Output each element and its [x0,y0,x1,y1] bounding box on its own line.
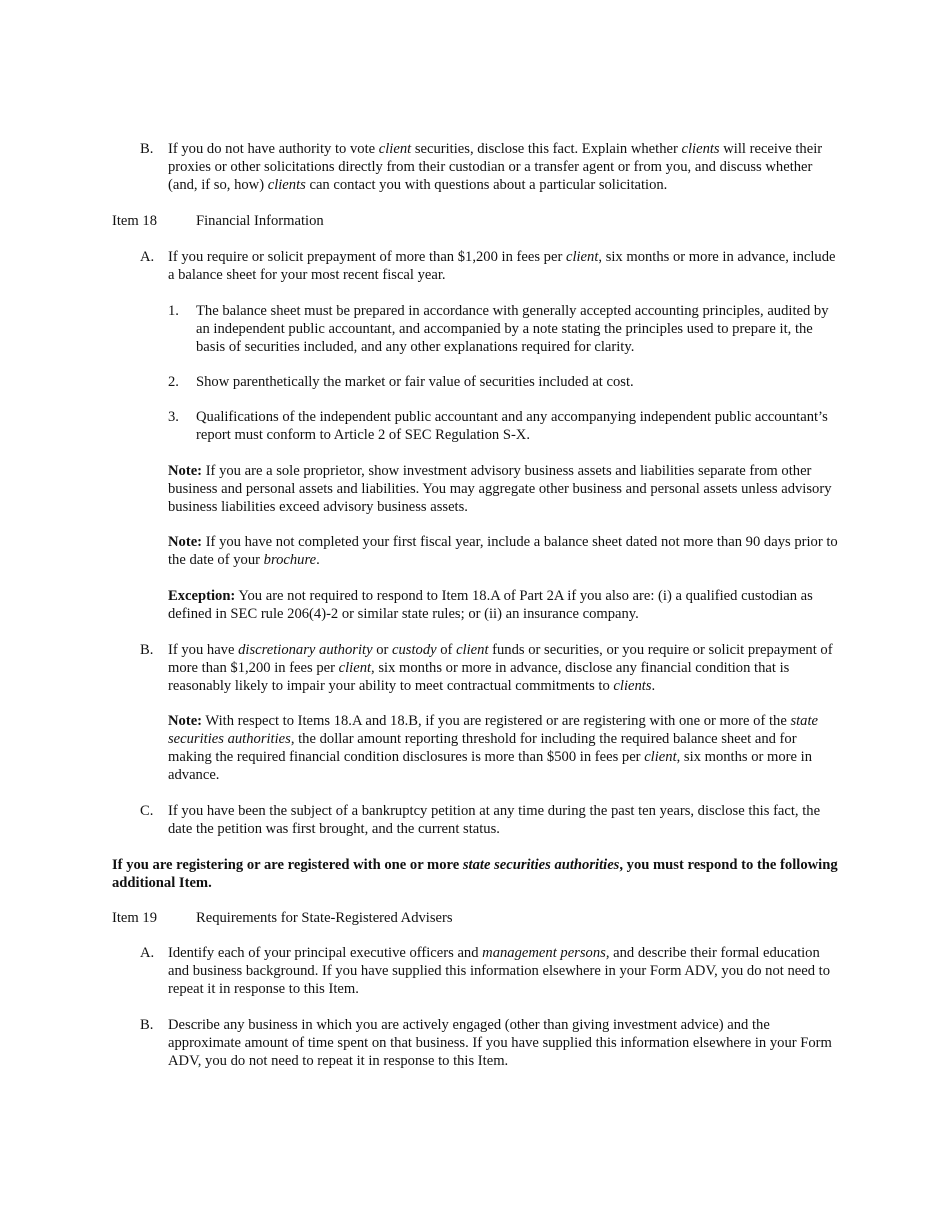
note-sole-proprietor: Note: If you are a sole proprietor, show investment advisory business assets and liabilities separate from other business and personal assets and liabilities. You may aggregate other business and personal assets unless advisory business liabilities exceed advisory business assets. [168,463,832,515]
item19-b-label: B. [140,1017,154,1033]
exception-note: Exception: You are not required to respond to Item 18.A of Part 2A if you also are: (i) a qualified custodian as defined in SEC rule 206(4)-2 or similar state rules; or (ii) an insurance company. [168,588,813,622]
item19-b-text: Describe any business in which you are actively engaged (other than giving investment advice) and the approximate amount of time spent on that business. If you have supplied this information elsewhere in your Form ADV, you do not need to repeat it in response to this Item. [168,1017,832,1069]
item18-a2-label: 2. [168,374,179,390]
item18-a-label: A. [140,249,155,265]
item18-a-text: If you require or solicit prepayment of more than $1,200 in fees per client, six months or more in advance, include a balance sheet for your most recent fiscal year. [168,249,836,283]
item18-b-text: If you have discretionary authority or custody of client funds or securities, or you require or solicit prepayment of more than $1,200 in fees per client, six months or more in advance, disclose any financial condition that is reasonably likely to impair your ability to meet contractual commitments to clients. [168,642,833,694]
state-registered-notice: If you are registering or are registered with one or more state securities authorities, you must respond to the following additional Item. [112,857,838,891]
item18-c-label: C. [140,803,154,819]
item19-a-label: A. [140,945,155,961]
item17-b-label: B. [140,141,154,157]
item-19-number: Item 19 [112,910,157,926]
item18-a2-text: Show parenthetically the market or fair value of securities included at cost. [196,374,634,390]
note-state-threshold: Note: With respect to Items 18.A and 18.B, if you are registered or are registering with one or more of the state securities authorities, the dollar amount reporting threshold for including the required balance sheet and for making the required financial condition disclosures is more than $500 in fees per client, six months or more in advance. [168,713,819,783]
item18-c-text: If you have been the subject of a bankruptcy petition at any time during the past ten years, disclose this fact, the date the petition was first brought, and the current status. [168,803,821,837]
item-18-number: Item 18 [112,213,157,229]
item18-a1-label: 1. [168,303,179,319]
item18-b-label: B. [140,642,154,658]
item19-a-text: Identify each of your principal executive officers and management persons, and describe their formal education and business background. If you have supplied this information elsewhere in your Form ADV, you do not need to repeat it in response to this Item. [168,945,831,997]
note-first-fiscal-year: Note: If you have not completed your first fiscal year, include a balance sheet dated not more than 90 days prior to the date of your brochure. [168,534,838,568]
item-18-title: Financial Information [196,213,324,229]
item-19-title: Requirements for State-Registered Advisers [196,910,453,926]
item18-a1-text: The balance sheet must be prepared in accordance with generally accepted accounting principles, audited by an independent public accountant, and accompanied by a note stating the principles used to prepare it, the basis of securities included, and any other explanations required for clarity. [196,303,829,355]
item17-b-text: If you do not have authority to vote client securities, disclose this fact. Explain whether clients will receive their proxies or other solicitations directly from their custodian or a transfer agent or from you, and discuss whether (and, if so, how) clients can contact you with questions about a particular solicitation. [168,141,823,193]
item18-a3-label: 3. [168,409,179,425]
item18-a3-text: Qualifications of the independent public accountant and any accompanying independent public accountant’s report must conform to Article 2 of SEC Regulation S-X. [196,409,828,443]
